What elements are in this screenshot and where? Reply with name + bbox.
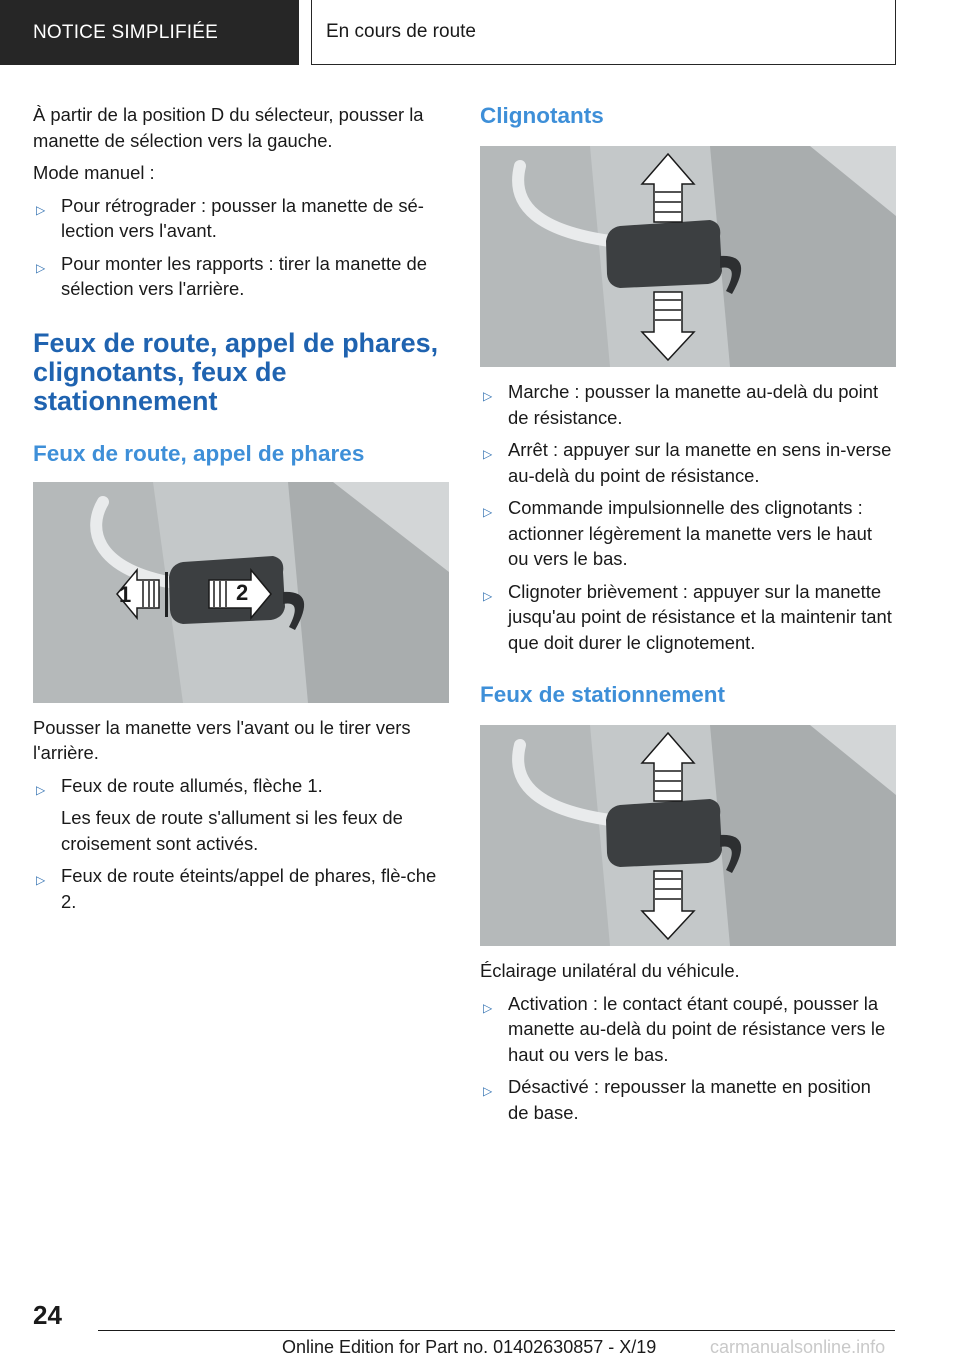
bullet-triangle-icon: ▷ (483, 1084, 493, 1098)
header-manual-tab (0, 0, 299, 65)
list-item: ▷ Pour rétrograder : pousser la manette de sé-lection vers l'avant. (36, 194, 424, 241)
section-heading: Feux de route, appel de phares, clignotants, feux de stationnement (33, 327, 439, 416)
bullet-triangle-icon: ▷ (483, 447, 493, 461)
figure-label-2: 2 (236, 579, 249, 605)
subsection-heading: Clignotants (480, 103, 604, 128)
parking-intro: Éclairage unilatéral du véhicule. (480, 960, 740, 981)
section-title: En cours de route (326, 21, 476, 42)
list-item-note: Les feux de route s'allument si les feux de croisement sont activés. (61, 807, 403, 854)
bullet-triangle-icon: ▷ (36, 260, 46, 275)
manual-mode-label: Mode manuel : (33, 162, 155, 183)
watermark: carmanualsonline.info (710, 1337, 886, 1357)
subsection-heading: Feux de stationnement (480, 682, 726, 707)
bullet-triangle-icon: ▷ (483, 1000, 493, 1015)
page-number: 24 (33, 1300, 62, 1330)
list-item: ▷ Activation : le contact étant coupé, pousser la manette au-delà du point de résistance vers le haut ou vers le bas. (483, 992, 886, 1065)
high-beam-figure (33, 482, 449, 703)
figure-caption: Pousser la manette vers l'avant ou le tirer vers l'arrière. (33, 716, 411, 763)
right-column (480, 102, 896, 1132)
edition-line: Online Edition for Part no. 01402630857 - X/19 (282, 1337, 657, 1357)
list-item: ▷ Feux de route allumés, flèche 1. (33, 773, 449, 799)
list-item: ▷ Feux de route éteints/appel de phares, flè-che 2. (36, 865, 437, 912)
list-item: ▷ Arrêt : appuyer sur la manette en sens in-verse au-delà du point de résistance. (483, 439, 892, 486)
turn-signal-figure (480, 146, 896, 367)
bullet-triangle-icon: ▷ (483, 389, 493, 403)
left-column (33, 102, 449, 921)
list-item: ▷ Pour monter les rapports : tirer la manette de sélection vers l'arrière. (36, 252, 427, 299)
header-section-tab (311, 0, 896, 65)
list-item: ▷ Clignoter brièvement : appuyer sur la manette jusqu'au point de résistance et la maintenir tant que doit durer le clignotement. (483, 580, 892, 653)
bullet-triangle-icon: ▷ (36, 873, 46, 887)
bullet-triangle-icon: ▷ (36, 202, 46, 217)
manual-title: NOTICE SIMPLIFIÉE (33, 21, 218, 43)
list-item: ▷ Commande impulsionnelle des clignotants : actionner légèrement la manette vers le haut ou vers le bas. (483, 497, 872, 569)
bullet-triangle-icon: ▷ (483, 588, 493, 603)
parking-light-figure (480, 725, 896, 946)
list-item: ▷ Marche : pousser la manette au-delà du point de résistance. (483, 381, 879, 428)
bullet-triangle-icon: ▷ (36, 782, 46, 797)
figure-label-1: 1 (119, 581, 132, 607)
list-item: ▷ Désactivé : repousser la manette en position de base. (483, 1076, 871, 1123)
intro-paragraph: À partir de la position D du sélecteur, pousser la manette de sélection vers la gauche. (33, 104, 424, 151)
subsection-heading: Feux de route, appel de phares (33, 440, 365, 466)
bullet-triangle-icon: ▷ (483, 505, 493, 519)
footer-rule (98, 1330, 895, 1331)
